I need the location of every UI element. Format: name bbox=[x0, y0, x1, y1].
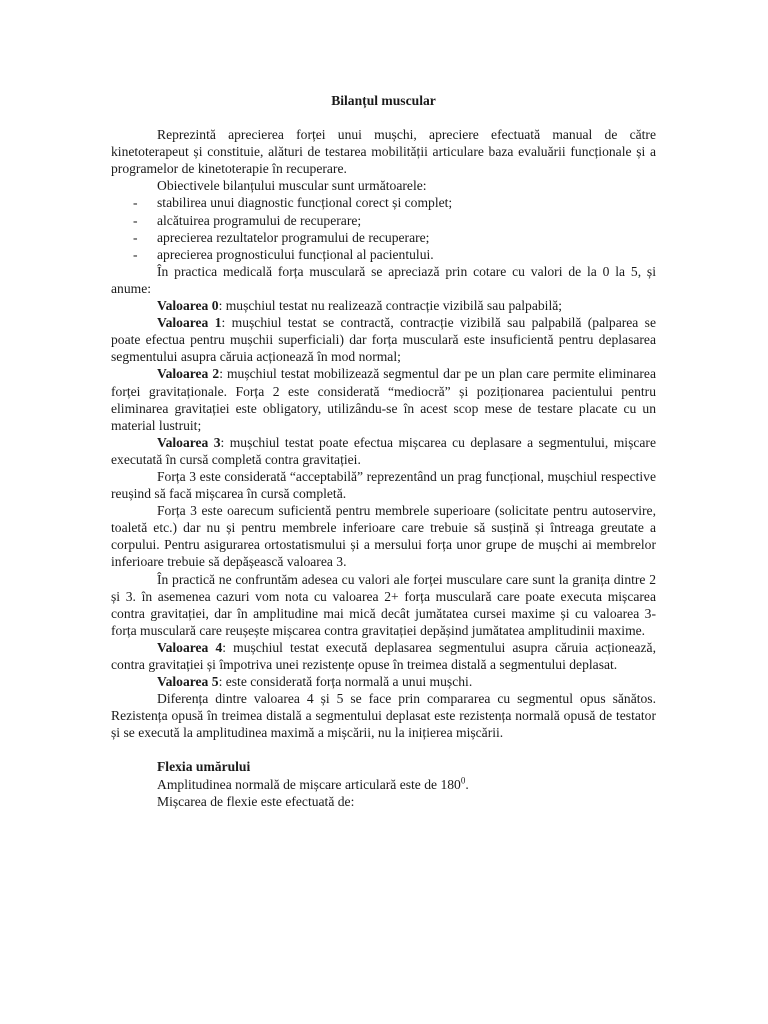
force-3-sufficient-paragraph: Forța 3 este oarecum suficientă pentru membrele superioare (solicitate pentru autoservire, toaletă etc.) dar nu și pentru membrele inferioare care trebuie să susțină și întreaga greutate a corpului. Pentru asigurarea ortostatismului și a mersului forța unor grupe de mușchi ai membrelor inferioare trebuie să depășească valoarea 3. bbox=[111, 503, 656, 570]
value-0-label: Valoarea 0 bbox=[157, 298, 219, 314]
practice-paragraph: În practica medicală forța musculară se apreciază prin cotare cu valori de la 0 la 5, și anume: bbox=[111, 263, 656, 296]
value-4-paragraph bbox=[111, 639, 656, 673]
list-item-text: stabilirea unui diagnostic funcțional corect și complet; bbox=[157, 195, 453, 211]
dash-bullet: - bbox=[133, 195, 138, 211]
value-3-label: Valoarea 3 bbox=[157, 434, 221, 450]
value-1-paragraph bbox=[111, 314, 656, 365]
value-3-paragraph bbox=[111, 434, 656, 468]
list-item bbox=[111, 246, 656, 263]
value-5-text: : este considerată forța normală a unui mușchi. bbox=[218, 674, 473, 690]
value-1-text: : mușchiul testat se contractă, contracție vizibilă sau palpabilă (palparea se poate efectua pentru mușchii superficiali) dar forța musculară este insuficientă pentru deplasarea segmentului asupra căruia acționează în mod normal; bbox=[111, 315, 656, 365]
value-5-label: Valoarea 5 bbox=[157, 674, 219, 690]
practice-border-paragraph: În practică ne confruntăm adesea cu valori ale forței musculare care sunt la granița dintre 2 și 3. în asemenea cazuri vom nota cu valoarea 2+ forța musculară care poate executa mișcarea contra gravitației, dar în amplitudine mai mică decât jumătatea cursei maxime și cu valoarea 3- forța musculară care reușește mișcarea contra gravitației depășind jumătatea amplitudinii maxime. bbox=[111, 571, 656, 638]
objectives-list bbox=[111, 194, 656, 262]
value-0-text: : mușchiul testat nu realizează contracție vizibilă sau palpabilă; bbox=[218, 298, 563, 314]
amplitude-line bbox=[157, 776, 656, 793]
value-2-label: Valoarea 2 bbox=[157, 366, 220, 382]
list-item bbox=[111, 212, 656, 229]
value-4-label: Valoarea 4 bbox=[157, 639, 223, 655]
degree-superscript: 0 bbox=[460, 775, 466, 786]
value-2-paragraph bbox=[111, 365, 656, 433]
value-2-text: : mușchiul testat mobilizează segmentul dar pe un plan care permite eliminarea forței gravitaționale. Forța 2 este considerată “mediocră” și poziționarea pacientului pentru eliminarea gravitației este obligatory, utilizându-se în acest scop mese de testare placate cu un material lustruit; bbox=[111, 366, 656, 433]
difference-paragraph: Diferența dintre valoarea 4 și 5 se face prin compararea cu segmentul opus sănătos. Rezistența opusă în treimea distală a segmentului deplasat este rezistența normală opusă de testator și se execută la amplitudinea maximă a mișcării, nu la inițierea mișcării. bbox=[111, 691, 656, 741]
dash-bullet: - bbox=[133, 246, 138, 262]
value-1-label: Valoarea 1 bbox=[157, 315, 222, 331]
flexion-line: Mișcarea de flexie este efectuată de: bbox=[157, 793, 355, 809]
document-page bbox=[111, 92, 656, 810]
document-title: Bilanțul muscular bbox=[331, 93, 436, 108]
list-item-text: alcătuirea programului de recuperare; bbox=[157, 212, 362, 228]
force-3-acceptable-paragraph: Forța 3 este considerată “acceptabilă” reprezentând un prag funcțional, mușchiul respective reușind să facă mișcarea în cursă completă. bbox=[111, 468, 656, 502]
list-item-text: aprecierea rezultatelor programului de recuperare; bbox=[157, 229, 430, 245]
amplitude-end: . bbox=[465, 776, 469, 792]
dash-bullet: - bbox=[133, 212, 138, 228]
amplitude-text: Amplitudinea normală de mișcare articulară este de 180 bbox=[157, 776, 461, 792]
value-5-paragraph bbox=[111, 673, 656, 690]
list-item bbox=[111, 194, 656, 211]
value-3-text: : mușchiul testat poate efectua mișcarea cu deplasare a segmentului, mișcare executată în cursă completă contra gravitației. bbox=[111, 434, 656, 467]
section-title: Flexia umărului bbox=[157, 759, 251, 775]
list-item bbox=[111, 229, 656, 246]
objectives-intro: Obiectivele bilanțului muscular sunt următoarele: bbox=[157, 178, 427, 194]
value-0-paragraph bbox=[111, 297, 656, 314]
dash-bullet: - bbox=[133, 229, 138, 245]
list-item-text: aprecierea prognosticului funcțional al pacientului. bbox=[157, 246, 434, 262]
value-4-text: : mușchiul testat execută deplasarea segmentului asupra căruia acționează, contra gravitației și împotriva unei rezistențe opuse în treimea distală a segmentului deplasat. bbox=[111, 639, 656, 672]
intro-paragraph: Reprezintă aprecierea forței unui mușchi, apreciere efectuată manual de către kinetoterapeut și constituie, alături de testarea mobilității articulare baza evaluării funcționale și a programelor de kinetoterapie în recuperare. bbox=[111, 127, 656, 177]
